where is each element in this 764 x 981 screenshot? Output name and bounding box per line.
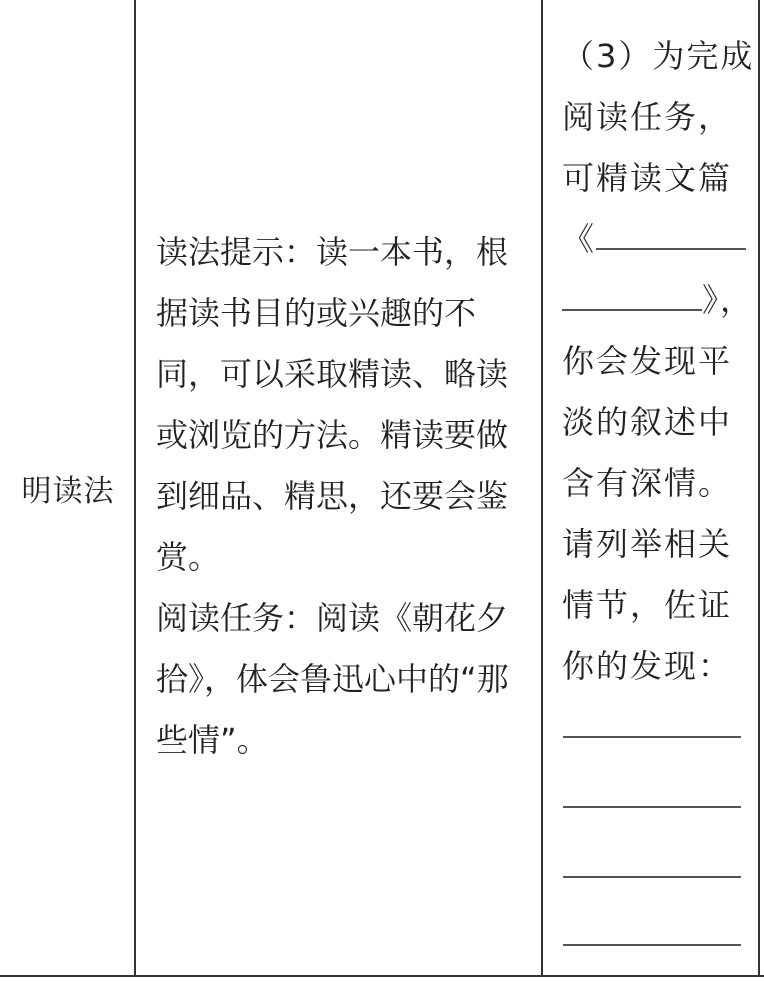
reading-tip-text: 读法提示：读一本书，根据读书目的或兴趣的不同，可以采取精读、略读或浏览的方法。精读要做到细品、精思，还要会鉴赏。 xyxy=(156,233,509,576)
answer-line-2[interactable] xyxy=(563,806,741,808)
close-title-quote: 》， xyxy=(702,281,755,319)
method-label: 明读法 xyxy=(21,474,115,509)
question-line-1: （3）为完成 xyxy=(562,37,755,75)
question-cell xyxy=(562,26,755,697)
question-line-3: 可精读文篇 xyxy=(562,159,733,197)
article-title-blank-line-1 xyxy=(562,209,746,270)
method-label-cell xyxy=(0,0,136,976)
question-line-6: 你会发现平 xyxy=(562,342,733,380)
question-line-8: 含有深情。 xyxy=(562,464,733,502)
question-line-7: 淡的叙述中 xyxy=(562,403,733,441)
answer-line-1[interactable] xyxy=(563,736,741,738)
open-title-quote: 《 xyxy=(562,220,597,258)
article-title-blank-line-2 xyxy=(562,270,755,331)
reading-tip-cell xyxy=(156,222,534,771)
question-line-2: 阅读任务， xyxy=(562,98,733,136)
reading-task-text: 阅读任务：阅读《朝花夕拾》，体会鲁迅心中的“那些情”。 xyxy=(156,599,509,759)
table-right-border xyxy=(758,0,760,976)
answer-line-3[interactable] xyxy=(563,876,741,878)
question-line-9: 请列举相关 xyxy=(562,525,733,563)
question-line-11: 你的发现： xyxy=(562,647,733,685)
question-line-10: 情节，佐证 xyxy=(562,586,733,624)
article-title-blank-2[interactable] xyxy=(562,281,702,311)
column-divider-2 xyxy=(541,0,543,976)
answer-line-4[interactable] xyxy=(563,944,741,946)
article-title-blank-1[interactable] xyxy=(596,220,746,250)
